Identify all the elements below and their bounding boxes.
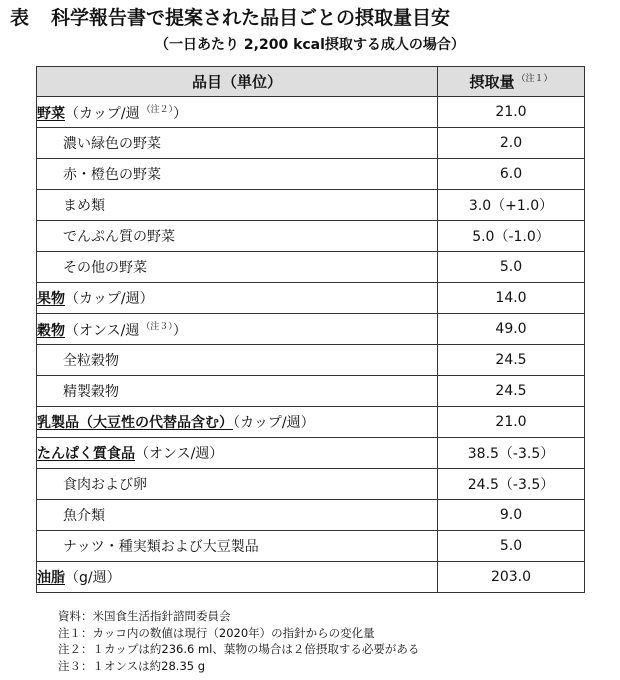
row-item: 魚介類 [37, 500, 438, 531]
row-item: 食肉および卵 [37, 469, 438, 500]
row-item: 全粒穀物 [37, 345, 438, 376]
footnotes [58, 608, 419, 674]
row-item: その他の野菜 [37, 252, 438, 283]
row-item [37, 438, 438, 469]
row-value: 203.0 [438, 562, 585, 593]
table-row [37, 376, 585, 407]
table-row [37, 438, 585, 469]
row-item [37, 562, 438, 593]
row-value: 3.0（+1.0） [438, 190, 585, 221]
header-value-note: （注１） [516, 74, 553, 84]
row-value: 9.0 [438, 500, 585, 531]
row-value: 49.0 [438, 314, 585, 345]
category-unit-end: ） [172, 322, 187, 339]
row-value: 38.5（-3.5） [438, 438, 585, 469]
row-value: 5.0 [438, 531, 585, 562]
category-unit: （カップ/週 [65, 105, 140, 122]
row-item: でんぷん質の野菜 [37, 221, 438, 252]
row-item: 精製穀物 [37, 376, 438, 407]
header-value-label: 摂取量 [469, 73, 515, 91]
category-name: 野菜 [37, 105, 65, 122]
header-value [438, 67, 585, 97]
page-title [0, 6, 620, 30]
row-value: 24.5 [438, 376, 585, 407]
table-row [37, 252, 585, 283]
header-item: 品目（単位） [37, 67, 438, 97]
category-note: （注３） [141, 321, 173, 332]
row-item: 赤・橙色の野菜 [37, 159, 438, 190]
row-value: 14.0 [438, 283, 585, 314]
category-note: （注２） [141, 104, 174, 115]
row-value: 5.0（-1.0） [438, 221, 585, 252]
row-value: 5.0 [438, 252, 585, 283]
table-row [37, 562, 585, 593]
table-row [37, 469, 585, 500]
category-unit: （オンス/週 [65, 322, 140, 339]
row-value: 24.5（-3.5） [438, 469, 585, 500]
category-name: 果物 [37, 291, 65, 307]
table-row [37, 283, 585, 314]
table-row [37, 190, 585, 221]
category-name: 穀物 [37, 322, 65, 339]
row-item [37, 314, 438, 345]
table-row [37, 97, 585, 128]
category-name: 油脂 [37, 570, 65, 586]
category-unit: （オンス/週） [135, 446, 224, 462]
table-row [37, 159, 585, 190]
row-value: 2.0 [438, 128, 585, 159]
row-value: 21.0 [438, 97, 585, 128]
title-text: 科学報告書で提案された品目ごとの摂取量目安 [51, 7, 451, 29]
intake-table [36, 66, 585, 593]
row-item [37, 407, 438, 438]
footnote-3: 注３：１オンスは約28.35 g [58, 658, 206, 673]
category-unit: （g/週） [65, 570, 121, 586]
category-unit: （カップ/週） [233, 415, 315, 431]
table-row [37, 221, 585, 252]
row-item: ナッツ・種実類および大豆製品 [37, 531, 438, 562]
footnote-2: 注２：１カップは約236.6 ml、葉物の場合は２倍摂取する必要がある [58, 642, 420, 656]
table-header-row [37, 67, 585, 97]
title-lead: 表 [10, 7, 30, 29]
table-row [37, 500, 585, 531]
row-value: 24.5 [438, 345, 585, 376]
footnote-1: 注１：カッコ内の数値は現行（2020年）の指針からの変化量 [58, 625, 375, 640]
table-row [37, 314, 585, 345]
category-name: たんぱく質食品 [37, 446, 135, 462]
page-subtitle: （一日あたり 2,200 kcal摂取する成人の場合） [155, 37, 465, 53]
row-value: 6.0 [438, 159, 585, 190]
category-unit-end: ） [173, 105, 188, 122]
row-item [37, 283, 438, 314]
table-row [37, 128, 585, 159]
table-row [37, 531, 585, 562]
table-row [37, 345, 585, 376]
row-item: まめ類 [37, 190, 438, 221]
row-item: 濃い緑色の野菜 [37, 128, 438, 159]
row-item [37, 97, 438, 128]
category-unit: （カップ/週） [65, 291, 154, 307]
source-note: 資料：米国食生活指針諮問委員会 [58, 609, 231, 623]
row-value: 21.0 [438, 407, 585, 438]
category-name: 乳製品（大豆性の代替品含む） [37, 415, 233, 431]
table-row [37, 407, 585, 438]
